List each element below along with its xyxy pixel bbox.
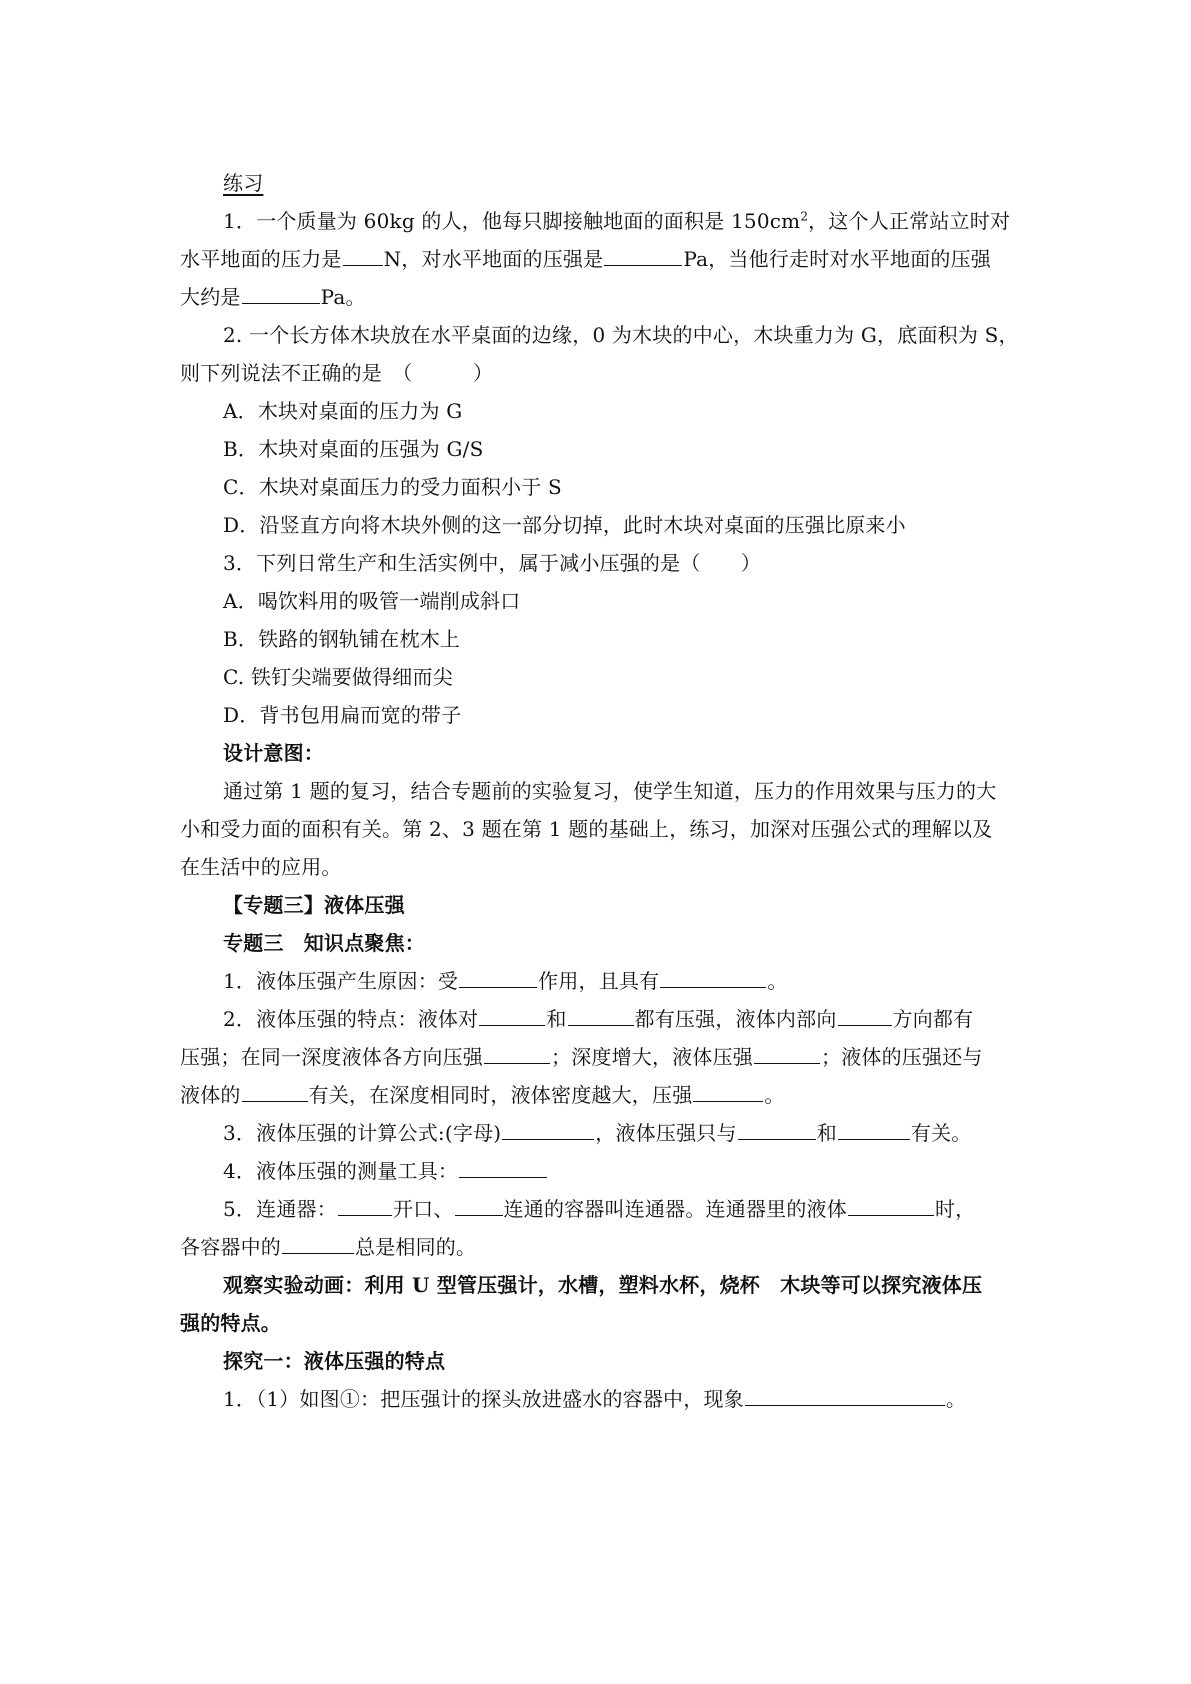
answer-blank — [838, 1007, 892, 1026]
knowledge-point-2-line-3: 液体的 有关，在深度相同时，液体密度越大，压强 。 — [180, 1083, 785, 1107]
answer-blank — [660, 969, 766, 988]
observe-experiment-line-2: 强的特点。 — [180, 1311, 281, 1335]
section-title: 练习 — [223, 171, 264, 195]
topic-3-title: 【专题三】液体压强 — [223, 893, 405, 917]
answer-blank — [838, 1121, 910, 1140]
answer-blank — [754, 1045, 820, 1064]
answer-blank — [568, 1007, 634, 1026]
design-paragraph-line-1: 通过第 1 题的复习，结合专题前的实验复习，使学生知道，压力的作用效果与压力的大 — [223, 779, 997, 803]
answer-blank — [484, 1045, 550, 1064]
question-3-option-c: C. 铁钉尖端要做得细而尖 — [223, 665, 453, 689]
answer-blank — [693, 1083, 763, 1102]
answer-blank — [479, 1007, 545, 1026]
answer-blank — [242, 285, 320, 304]
answer-blank — [282, 1235, 354, 1254]
answer-blank — [459, 1159, 547, 1178]
question-2-line-1: 2. 一个长方体木块放在水平桌面的边缘，0 为木块的中心，木块重力为 G，底面积为 S， — [223, 323, 1019, 347]
design-paragraph-line-3: 在生活中的应用。 — [180, 855, 342, 879]
knowledge-point-5-line-1: 5．连通器： 开口、 连通的容器叫连通器。连通器里的液体 时， — [223, 1197, 976, 1221]
design-paragraph-line-2: 小和受力面的面积有关。第 2、3 题在第 1 题的基础上，练习，加深对压强公式的理解以及 — [180, 817, 993, 841]
question-2-line-2: 则下列说法不正确的是 （ ） — [180, 361, 494, 385]
question-1-line-3: 大约是 Pa。 — [180, 285, 366, 309]
answer-blank — [338, 1197, 392, 1216]
knowledge-point-1: 1．液体压强产生原因：受 作用，且具有 。 — [223, 969, 788, 993]
question-2-option-d: D．沿竖直方向将木块外侧的这一部分切掉，此时木块对桌面的压强比原来小 — [223, 513, 906, 537]
answer-blank — [848, 1197, 934, 1216]
answer-blank — [502, 1121, 594, 1140]
answer-blank — [738, 1121, 816, 1140]
knowledge-point-3: 3．液体压强的计算公式:(字母) ，液体压强只与 和 有关。 — [223, 1121, 972, 1145]
explore-1-question: 1．（1）如图①：把压强计的探头放进盛水的容器中，现象 。 — [223, 1387, 967, 1411]
knowledge-point-2-line-2: 压强；在同一深度液体各方向压强 ；深度增大，液体压强 ；液体的压强还与 — [180, 1045, 983, 1069]
question-1-line-2: 水平地面的压力是 N，对水平地面的压强是 Pa，当他行走时对水平地面的压强 — [180, 247, 991, 271]
observe-experiment-line-1: 观察实验动画：利用 U 型管压强计，水槽，塑料水杯，烧杯 木块等可以探究液体压 — [223, 1273, 983, 1297]
question-1-line-1: 1．一个质量为 60kg 的人，他每只脚接触地面的面积是 $150cm^2$，这个人正常站立时对 — [223, 209, 1011, 233]
answer-blank — [455, 1197, 503, 1216]
answer-blank — [459, 969, 537, 988]
knowledge-point-4: 4．液体压强的测量工具： — [223, 1158, 1020, 1184]
topic-3-focus-heading: 专题三 知识点聚焦： — [223, 931, 425, 955]
design-heading: 设计意图： — [223, 741, 324, 765]
knowledge-point-2-line-1: 2．液体压强的特点：液体对 和 都有压强，液体内部向 方向都有 — [223, 1007, 974, 1031]
question-2-option-a: A．木块对桌面的压力为 G — [223, 399, 463, 423]
explore-1-heading: 探究一：液体压强的特点 — [223, 1349, 446, 1373]
knowledge-point-5-line-2: 各容器中的 总是相同的。 — [180, 1235, 477, 1259]
question-3-option-a: A．喝饮料用的吸管一端削成斜口 — [223, 589, 521, 613]
answer-blank — [604, 247, 682, 266]
question-2-option-b: B．木块对桌面的压强为 G/S — [223, 437, 484, 461]
answer-blank — [745, 1387, 945, 1406]
answer-blank — [242, 1083, 308, 1102]
question-2-option-c: C．木块对桌面压力的受力面积小于 S — [223, 475, 562, 499]
question-3-stem: 3．下列日常生产和生活实例中，属于减小压强的是（ ） — [223, 551, 762, 575]
question-3-option-b: B．铁路的钢轨铺在枕木上 — [223, 627, 461, 651]
question-3-option-d: D．背书包用扁而宽的带子 — [223, 703, 462, 727]
answer-blank — [343, 247, 383, 266]
